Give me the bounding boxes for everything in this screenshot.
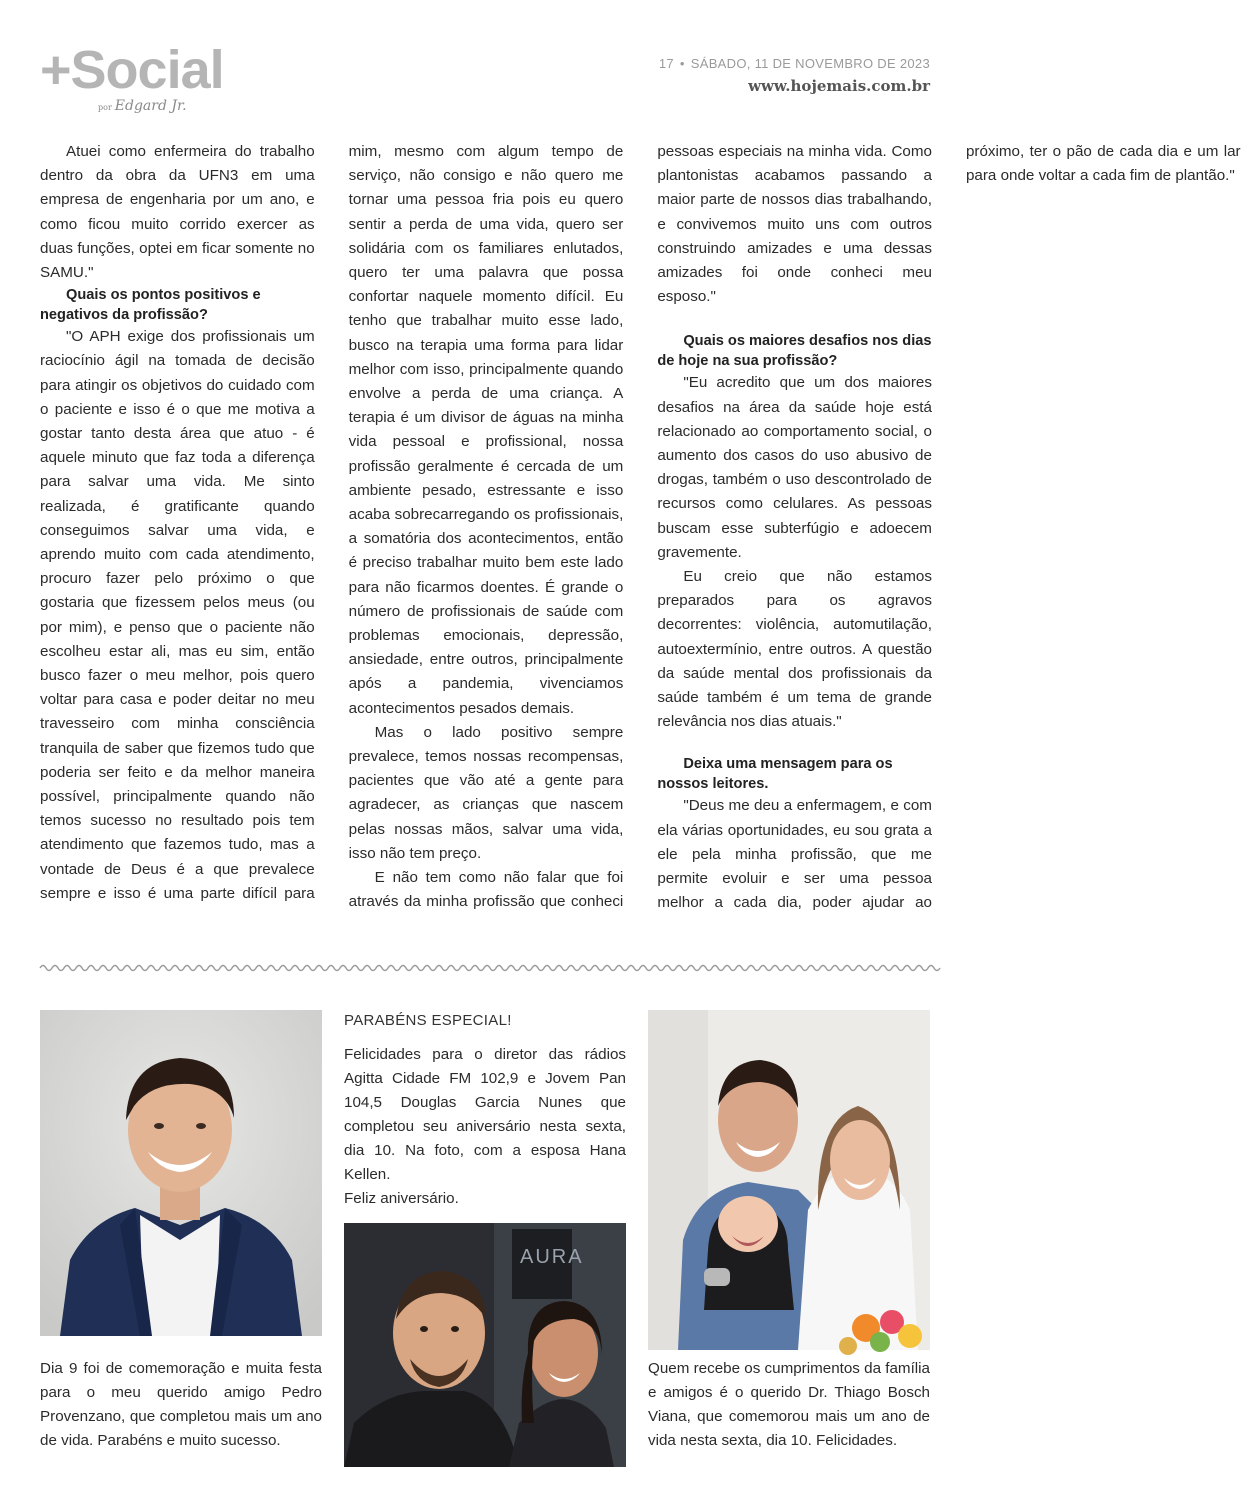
special-title: PARABÉNS ESPECIAL! <box>344 1012 512 1029</box>
question-heading: Quais os maiores desafios nos dias de hoje na sua profissão? <box>657 333 932 370</box>
page-folio <box>659 56 930 95</box>
separator-dot: • <box>679 56 685 71</box>
aura-sign-text: AURA <box>520 1246 584 1268</box>
answer-paragraph: Mas o lado positivo sempre prevalece, temos nossas recompensas, pacientes que vão até a gente para agradecer, as crianças que nascem pelas nossas mãos, salvar uma vida, isso não tem preço. <box>348 723 624 862</box>
question-heading: Deixa uma mensagem para os nossos leitores. <box>657 756 893 793</box>
answer-paragraph: "Eu acredito que um dos maiores desafios na área da saúde hoje está relacionado ao comportamento social, o aumento dos casos do uso abusivo de drogas, também o uso descontrolado de recursos como celulares. As pessoas buscam esse subterfúgio e adoecem gravemente. <box>657 374 932 561</box>
issue-date: SÁBADO, 11 DE NOVEMBRO DE 2023 <box>690 56 930 71</box>
interview-article <box>40 140 1241 930</box>
special-signoff: Feliz aniversário. <box>344 1190 459 1207</box>
answer-paragraph: "Deus me deu a enfermagem, e com ela várias oportunidades, eu sou grata a ele pela minha profissão, que me permite evoluir e ser uma pessoa melhor a cada dia, poder ajudar ao próximo, ter o pão de cada dia e um lar para onde voltar a cada fim de plantão." <box>657 143 1241 912</box>
byline-prefix: por <box>98 103 112 112</box>
special-text: Felicidades para o diretor das rádios Agitta Cidade FM 102,9 e Jovem Pan 104,5 Douglas Garcia Nunes que completou seu aniversário nesta sexta, dia 10. Na foto, com a esposa Hana Kellen. <box>344 1046 626 1183</box>
section-title: +Social <box>40 40 224 100</box>
answer-paragraph: Eu creio que não estamos preparados para os agravos decorrentes: violência, automutilação, autoextermínio, entre outros. A questão da saúde mental dos profissionais da saúde também é um tema de grande relevância nos dias atuais." <box>657 568 932 731</box>
question-heading: Quais os pontos positivos e negativos da profissão? <box>40 287 261 324</box>
caption-thiago: Quem recebe os cumprimentos da família e amigos é o querido Dr. Thiago Bosch Viana, que comemorou mais um ano de vida nesta sexta, dia 10. Felicidades. <box>648 1360 930 1449</box>
folio-line <box>659 56 930 71</box>
website-link[interactable]: www.hojemais.com.br <box>748 77 930 95</box>
author-name: Edgard Jr. <box>114 98 187 114</box>
photo-thiago-family <box>648 1010 930 1350</box>
photo-pedro-provenzano <box>40 1010 322 1336</box>
page-number: 17 <box>658 56 674 71</box>
section-masthead <box>40 40 280 120</box>
special-birthday-note <box>344 1012 626 1211</box>
wavy-divider <box>40 960 932 976</box>
author-signature <box>98 98 187 114</box>
special-body <box>344 1043 626 1211</box>
caption-pedro: Dia 9 foi de comemoração e muita festa para o meu querido amigo Pedro Provenzano, que completou mais um ano de vida. Parabéns e muito sucesso. <box>40 1360 322 1449</box>
article-intro: Atuei como enfermeira do trabalho dentro da obra da UFN3 em uma empresa de engenharia por um ano, e como ficou muito corrido exercer as duas funções, optei em ficar somente no SAMU." <box>40 143 315 282</box>
answer-paragraph: E não tem como não falar que foi através da minha profissão que conheci pessoas especiais na minha vida. Como plantonistas acabamos passando a maior parte de nossos dias trabalhando, e convivemos muito uns com outros construindo amizades e uma dessas amizades foi onde conheci meu esposo." <box>348 143 932 911</box>
photo-douglas-hana <box>344 1223 626 1467</box>
answer-paragraph: "O APH exige dos profissionais um raciocínio ágil na tomada de decisão para atingir os objetivos do cuidado com o paciente e isso é o que me motiva a gostar tanto desta área que atuo - é aquele minuto que faz toda a diferença para salvar uma vida. Me sinto realizada, é gratificante quando conseguimos salvar uma vida, e aprendo muito com cada atendimento, procuro fazer pelo próximo o que gostaria que fizessem pelos meus (ou por mim), e penso que o paciente não escolheu estar ali, mas eu sim, então busco fazer o meu melhor, pois quero voltar para casa e poder deitar no meu travesseiro com minha consciência tranquila de saber que fizemos tudo que poderia ser feito e da melhor maneira possível, principalmente quando não temos sucesso no resultado pois tem atendimento que fazemos tudo, mas a vontade de Deus é a que prevalece sempre e isso é uma parte difícil para mim, mesmo com algum tempo de serviço, não consigo e não quero me tornar uma pessoa fria pois eu quero sentir a perda de uma vida, quero ser solidária com os familiares enlutados, quero ter uma palavra que possa confortar naquele momento difícil. Eu tenho que trabalhar muito esse lado, busco na terapia uma forma para lidar melhor com isso, principalmente quando envolve a perda de uma criança. A terapia é um divisor de águas na minha vida pessoal e profissional, nossa profissão geralmente é cercada de um ambiente pesado, estressante e isso acaba sobrecarregando os profissionais, a somatória dos acontecimentos, então é preciso trabalhar muito bem este lado para não ficarmos doentes. É grande o número de profissionais de saúde com problemas emocionais, depressão, ansiedade, entre outros, principalmente após a pandemia, vivenciamos acontecimentos pesados demais. <box>40 143 624 902</box>
